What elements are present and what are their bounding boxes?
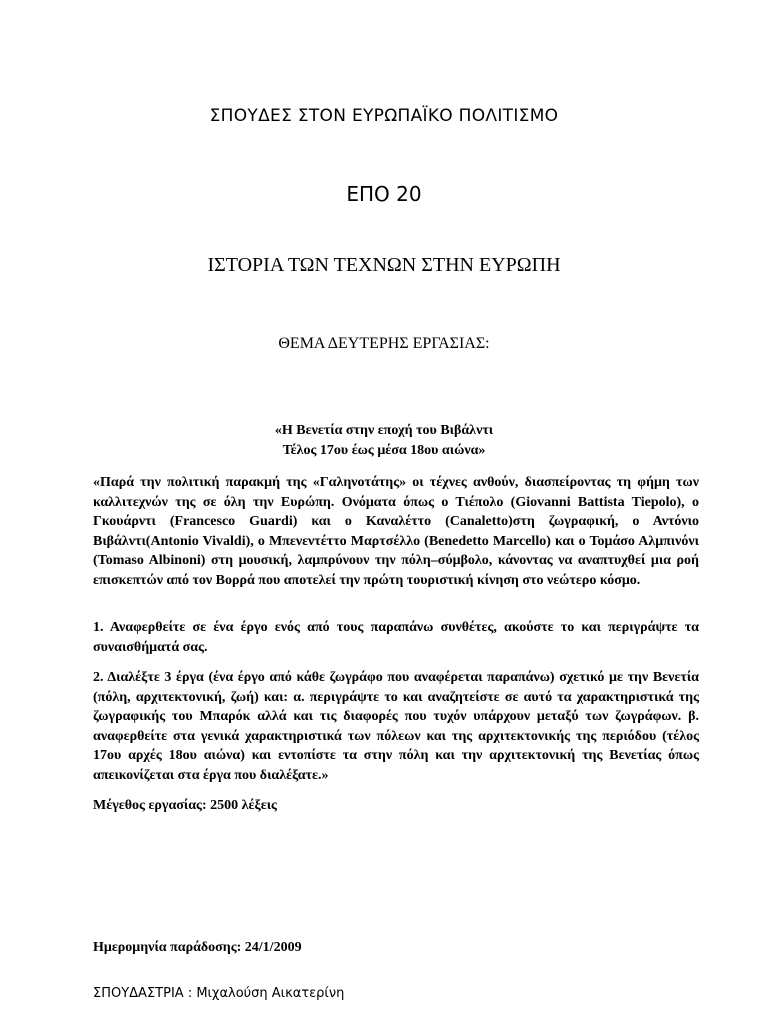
assignment-title [0, 421, 768, 461]
module-title: ΙΣΤΟΡΙΑ ΤΩΝ ΤΕΧΝΩΝ ΣΤΗΝ ΕΥΡΩΠΗ [207, 254, 561, 276]
student-name: ΣΠΟΥΔΑΣΤΡΙΑ : Μιχαλούση Αικατερίνη [93, 986, 345, 1001]
word-count: Μέγεθος εργασίας: 2500 λέξεις [93, 798, 277, 813]
task-2-paragraph: 2. Διαλέξτε 3 έργα (ένα έργο από κάθε ζωγράφο που αναφέρεται παραπάνω) σχετικό με την Βενετία (πόλη, αρχιτεκτονική, ζωή) και: α. περιγράψτε το και αναζητείστε σε αυτό τα χαρακτηριστικά της ζωγραφικής του Μπαρόκ αλλά και τις διαφορές που τυχόν υπάρχουν μεταξύ των ζωγράφων. β. αναφερθείτε στα γενικά χαρακτηριστικά των πόλεων και της αρχιτεκτονικής της περιόδου (τέλος 17ου αρχές 18ου αιώνα) και εντοπίστε τα στην πόλη και την αρχιτεκτονική της Βενετίας όπως απεικονίζεται στα έργα που διαλέξατε.» [93, 670, 699, 783]
intro-paragraph: «Παρά την πολιτική παρακμή της «Γαληνοτάτης» οι τέχνες ανθούν, διασπείροντας τη φήμη των καλλιτεχνών της σε όλη την Ευρώπη. Ονόματα όπως ο Τιέπολο (Giovanni Battista Tiepolo), ο Γκουάρντι (Francesco Guardi) και ο Καναλέττο (Canaletto)στη ζωγραφική, ο Αντόνιο Βιβάλντι(Antonio Vivaldi), ο Μπενεντέττο Μαρτσέλλο (Benedetto Marcello) και ο Τομάσο Αλμπινόνι (Tomaso Albinoni) στη μουσική, λαμπρύνουν την πόλη–σύμβολο, κάνοντας να αναπτυχθεί μια ροή επισκεπτών από τον Βορρά που αποτελεί την πρώτη τουριστική κίνηση στο νεώτερο κόσμο. [93, 475, 699, 588]
assignment-title-line2: Τέλος 17ου έως μέσα 18ου αιώνα» [282, 443, 486, 458]
assignment-heading: ΘΕΜΑ ΔΕΥΤΕΡΗΣ ΕΡΓΑΣΙΑΣ: [278, 335, 490, 352]
course-title: ΣΠΟΥΔΕΣ ΣΤΟΝ ΕΥΡΩΠΑΪΚΟ ΠΟΛΙΤΙΣΜΟ [209, 106, 559, 126]
deadline: Ημερομηνία παράδοσης: 24/1/2009 [93, 940, 302, 955]
task-1-paragraph: 1. Αναφερθείτε σε ένα έργο ενός από τους παραπάνω συνθέτες, ακούστε το και περιγράψτε τα συναισθήματά σας. [93, 620, 699, 655]
course-code: ΕΠΟ 20 [346, 182, 422, 206]
assignment-title-line1: «Η Βενετία στην εποχή του Βιβάλντι [274, 423, 494, 438]
